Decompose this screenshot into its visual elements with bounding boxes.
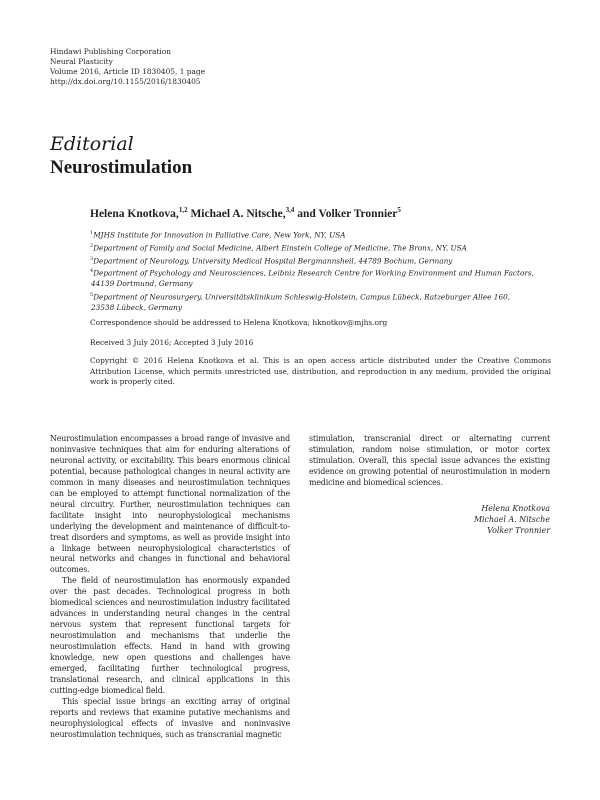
doi-link[interactable]: http://dx.doi.org/10.1155/2016/1830405 <box>50 77 201 86</box>
affiliation-text: Department of Neurology, University Medical Hospital Bergmannsheil, 44789 Bochum, Germany <box>93 256 453 266</box>
affiliation-text: Department of Family and Social Medicine, Albert Einstein College of Medicine, The Bronx, NY, USA <box>93 243 467 253</box>
author-name: Michael A. Nitsche, <box>187 207 286 220</box>
article-title: Neurostimulation <box>50 157 193 178</box>
signature-name: Michael A. Nitsche <box>473 515 550 524</box>
author-affiliation-marker: 5 <box>397 206 401 214</box>
affiliation-text: MJHS Institute for Innovation in Palliative Care, New York, NY, USA <box>93 230 346 240</box>
affiliation <box>90 254 560 267</box>
publisher: Hindawi Publishing Corporation <box>50 47 171 56</box>
affiliation <box>90 290 560 303</box>
article-type: Editorial <box>50 133 134 155</box>
affiliation-number: 4 <box>90 268 94 275</box>
author-name: Helena Knotkova, <box>90 207 179 220</box>
body-paragraph: This special issue brings an exciting array of original reports and reviews that examine putative mechanisms and neurophysiological effects of invasive and noninvasive neurostimulation techniques, such as transcranial magnetic <box>50 696 290 739</box>
author-name: and Volker Tronnier <box>294 207 398 220</box>
author-list <box>90 206 401 220</box>
author-affiliation-marker: 1,2 <box>178 206 188 214</box>
affiliation <box>90 266 560 279</box>
affiliation-continuation: 44139 Dortmund, Germany <box>91 279 193 289</box>
volume-info: Volume 2016, Article ID 1830405, 1 page <box>50 67 206 76</box>
correspondence: Correspondence should be addressed to Helena Knotkova; hknotkov@mjhs.org <box>90 318 388 327</box>
affiliation-number: 3 <box>90 255 94 262</box>
body-paragraph: stimulation, transcranial direct or alternating current stimulation, random noise stimulation, or motor cortex stimulation. Overall, this special issue advances the existing evidence on growing potential of neurostimulation in modern medicine and biomedical sciences. <box>309 434 550 487</box>
body-column-right <box>309 434 550 489</box>
signature-name: Volker Tronnier <box>487 526 550 535</box>
journal-name: Neural Plasticity <box>50 57 113 66</box>
affiliation <box>90 228 560 241</box>
signature-block <box>474 503 550 536</box>
affiliation-number: 1 <box>90 230 94 236</box>
signature-name: Helena Knotkova <box>481 504 550 513</box>
author-affiliation-marker: 3,4 <box>285 206 295 214</box>
affiliation-continuation: 23538 Lübeck, Germany <box>91 302 182 312</box>
affiliation-text: Department of Psychology and Neurosciences, Leibniz Research Centre for Working Environment and Human Factors, <box>93 268 534 278</box>
received-dates: Received 3 July 2016; Accepted 3 July 2016 <box>90 338 254 347</box>
affiliation <box>90 241 560 254</box>
journal-header <box>50 47 205 87</box>
affiliation-number: 5 <box>90 291 94 298</box>
copyright-notice: Copyright © 2016 Helena Knotkova et al. This is an open access article distributed under the Creative Commons Attribution License, which permits unrestricted use, distribution, and reproduction in any medium, provided the original work is properly cited. <box>90 356 551 386</box>
body-paragraph: The field of neurostimulation has enormously expanded over the past decades. Technological progress in both biomedical sciences and neurostimulation industry facilitated advances in understanding neural changes in the central nervous system that represent functional targets for neurostimulation and mechanisms that underlie the neurostimulation effects. Hand in hand with growing knowledge, new open questions and challenges have emerged, facilitating further technological progress, translational research, and clinical applications in this cutting-edge biomedical field. <box>50 576 290 695</box>
affiliation-number: 2 <box>90 242 94 249</box>
body-paragraph: Neurostimulation encompasses a broad range of invasive and noninvasive techniques that aim for enduring alterations of neuronal activity, or excitability. This bears enormous clinical potential, because pathological changes in neural activity are common in many diseases and neurostimulation techniques can be employed to attempt functional normalization of the neural circuitry. Further, neurostimulation techniques can facilitate insight into neurophysiological mechanisms underlying the development and maintenance of difficult-to-treat disorders and symptoms, as well as provide insight into a linkage between neurophysiological characteristics of neural networks and changes in functional and behavioral outcomes. <box>50 434 290 575</box>
affiliation-text: Department of Neurosurgery, Universitätsklinikum Schleswig-Holstein, Campus Lübeck, Ratzeburger Allee 160, <box>93 292 511 302</box>
affiliations <box>90 228 560 313</box>
body-column-left <box>50 434 290 741</box>
